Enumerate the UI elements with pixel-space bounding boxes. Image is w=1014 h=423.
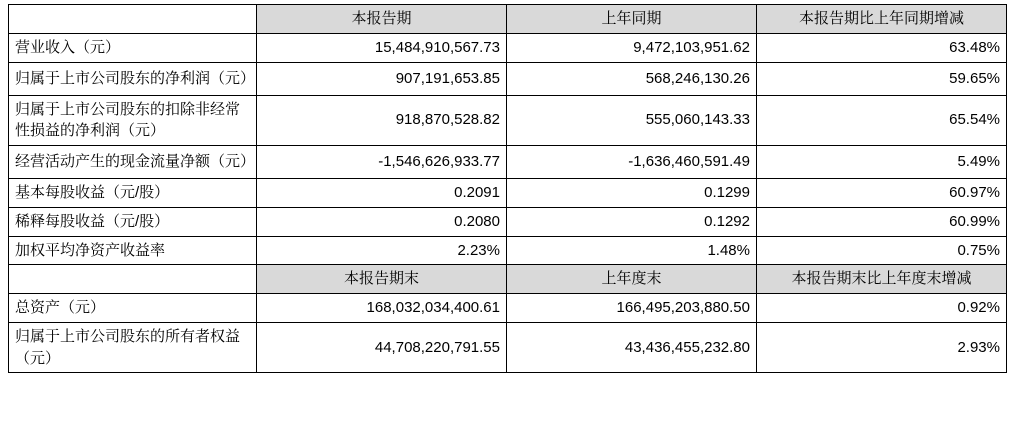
row-change-net-profit: 59.65%	[757, 62, 1007, 95]
row-label-net-profit-deducted: 归属于上市公司股东的扣除非经常性损益的净利润（元）	[9, 95, 257, 146]
table-row	[9, 33, 1007, 62]
header-cell-change: 本报告期比上年同期增减	[757, 5, 1007, 34]
header-cell-change-2: 本报告期末比上年度末增减	[757, 265, 1007, 294]
row-current-roe: 2.23%	[257, 236, 507, 265]
row-current-net-profit-deducted: 918,870,528.82	[257, 95, 507, 146]
row-previous-net-profit: 568,246,130.26	[507, 62, 757, 95]
row-current-revenue: 15,484,910,567.73	[257, 33, 507, 62]
financial-summary-table	[8, 4, 1007, 373]
row-current-diluted-eps: 0.2080	[257, 207, 507, 236]
row-previous-total-assets: 166,495,203,880.50	[507, 294, 757, 323]
row-previous-revenue: 9,472,103,951.62	[507, 33, 757, 62]
row-change-basic-eps: 60.97%	[757, 179, 1007, 208]
header-cell-current-period: 本报告期	[257, 5, 507, 34]
header-cell-current-period-end: 本报告期末	[257, 265, 507, 294]
table-row	[9, 294, 1007, 323]
row-label-equity: 归属于上市公司股东的所有者权益（元）	[9, 322, 257, 373]
row-label-diluted-eps: 稀释每股收益（元/股）	[9, 207, 257, 236]
table-row	[9, 62, 1007, 95]
row-previous-equity: 43,436,455,232.80	[507, 322, 757, 373]
row-label-basic-eps: 基本每股收益（元/股）	[9, 179, 257, 208]
row-previous-operating-cashflow: -1,636,460,591.49	[507, 146, 757, 179]
row-change-equity: 2.93%	[757, 322, 1007, 373]
table-row	[9, 236, 1007, 265]
row-label-net-profit: 归属于上市公司股东的净利润（元）	[9, 62, 257, 95]
row-previous-basic-eps: 0.1299	[507, 179, 757, 208]
table-row	[9, 95, 1007, 146]
table-header-row-balance	[9, 265, 1007, 294]
row-previous-net-profit-deducted: 555,060,143.33	[507, 95, 757, 146]
row-current-basic-eps: 0.2091	[257, 179, 507, 208]
header-cell-previous-period: 上年同期	[507, 5, 757, 34]
table-header-row-period	[9, 5, 1007, 34]
row-current-equity: 44,708,220,791.55	[257, 322, 507, 373]
row-change-operating-cashflow: 5.49%	[757, 146, 1007, 179]
row-label-revenue: 营业收入（元）	[9, 33, 257, 62]
row-previous-roe: 1.48%	[507, 236, 757, 265]
row-label-total-assets: 总资产（元）	[9, 294, 257, 323]
row-current-total-assets: 168,032,034,400.61	[257, 294, 507, 323]
header-cell-empty	[9, 5, 257, 34]
row-label-roe: 加权平均净资产收益率	[9, 236, 257, 265]
row-label-operating-cashflow: 经营活动产生的现金流量净额（元）	[9, 146, 257, 179]
row-change-net-profit-deducted: 65.54%	[757, 95, 1007, 146]
row-current-net-profit: 907,191,653.85	[257, 62, 507, 95]
row-change-revenue: 63.48%	[757, 33, 1007, 62]
table-row	[9, 207, 1007, 236]
table-row	[9, 179, 1007, 208]
row-current-operating-cashflow: -1,546,626,933.77	[257, 146, 507, 179]
header-cell-previous-year-end: 上年度末	[507, 265, 757, 294]
row-change-total-assets: 0.92%	[757, 294, 1007, 323]
table-row	[9, 146, 1007, 179]
table-row	[9, 322, 1007, 373]
row-previous-diluted-eps: 0.1292	[507, 207, 757, 236]
row-change-roe: 0.75%	[757, 236, 1007, 265]
row-change-diluted-eps: 60.99%	[757, 207, 1007, 236]
header-cell-empty-2	[9, 265, 257, 294]
